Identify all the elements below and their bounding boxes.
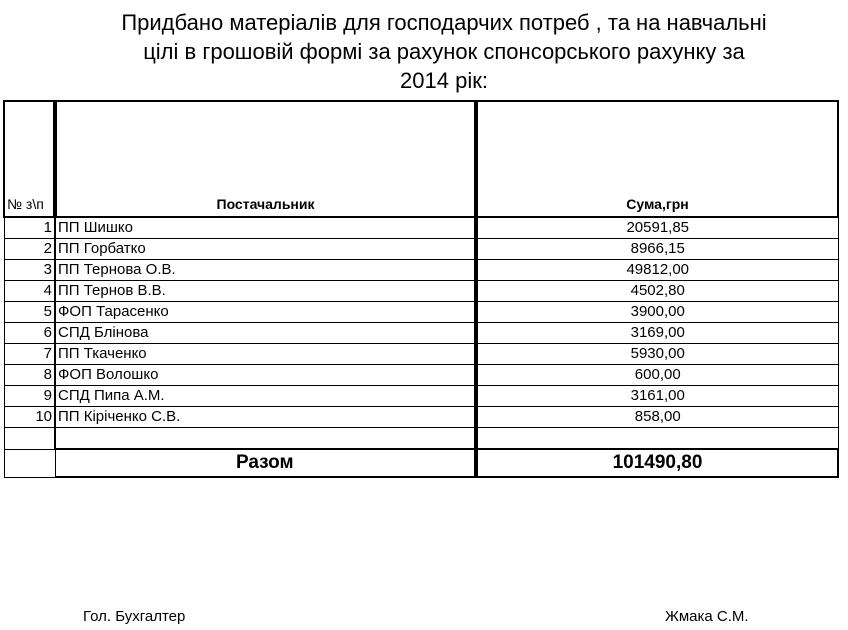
table-row <box>4 260 838 281</box>
total-row <box>4 449 838 477</box>
table-row <box>4 365 838 386</box>
row-number: 8 <box>4 365 55 386</box>
row-number: 1 <box>4 217 55 239</box>
row-supplier: ФОП Волошко <box>55 365 476 386</box>
table-row <box>4 386 838 407</box>
row-sum: 600,00 <box>476 365 838 386</box>
row-number: 10 <box>4 407 55 428</box>
header-number: № з\п <box>4 101 55 217</box>
row-sum: 858,00 <box>476 407 838 428</box>
table-header-row <box>4 101 838 217</box>
table-row <box>4 344 838 365</box>
accountant-position: Гол. Бухгалтер <box>83 608 186 625</box>
row-sum-empty <box>476 428 838 450</box>
row-sum: 3169,00 <box>476 323 838 344</box>
table-row-empty <box>4 428 838 450</box>
title-line-3: 2014 рік: <box>400 68 488 93</box>
header-supplier: Постачальник <box>55 101 476 217</box>
table-row <box>4 302 838 323</box>
suppliers-table <box>3 100 839 478</box>
row-supplier: ПП Тернов В.В. <box>55 281 476 302</box>
row-number: 5 <box>4 302 55 323</box>
total-value: 101490,80 <box>476 449 838 477</box>
row-sum: 5930,00 <box>476 344 838 365</box>
row-supplier: ПП Шишко <box>55 217 476 239</box>
row-sum: 3900,00 <box>476 302 838 323</box>
table-row <box>4 407 838 428</box>
row-sum: 3161,00 <box>476 386 838 407</box>
row-sum: 49812,00 <box>476 260 838 281</box>
document-title <box>40 8 848 95</box>
row-sum: 20591,85 <box>476 217 838 239</box>
row-number: 7 <box>4 344 55 365</box>
row-supplier: ФОП Тарасенко <box>55 302 476 323</box>
row-supplier: ПП Ткаченко <box>55 344 476 365</box>
row-sum: 8966,15 <box>476 239 838 260</box>
total-label: Разом <box>55 449 476 477</box>
row-supplier: ПП Кіріченко С.В. <box>55 407 476 428</box>
table-row <box>4 323 838 344</box>
row-number: 6 <box>4 323 55 344</box>
row-supplier: СПД Пипа А.М. <box>55 386 476 407</box>
row-supplier: СПД Блінова <box>55 323 476 344</box>
row-supplier: ПП Горбатко <box>55 239 476 260</box>
title-line-1: Придбано матеріалів для господарчих потреб , та на навчальні <box>121 10 767 35</box>
row-supplier-empty <box>55 428 476 450</box>
row-number: 3 <box>4 260 55 281</box>
title-line-2: цілі в грошовій формі за рахунок спонсорського рахунку за <box>143 39 745 64</box>
header-sum: Сума,грн <box>476 101 838 217</box>
table-row <box>4 281 838 302</box>
row-number: 2 <box>4 239 55 260</box>
row-sum: 4502,80 <box>476 281 838 302</box>
row-number-empty <box>4 428 55 450</box>
table-row <box>4 239 838 260</box>
total-number-cell <box>4 449 55 477</box>
row-number: 4 <box>4 281 55 302</box>
table-row <box>4 217 838 239</box>
row-supplier: ПП Тернова О.В. <box>55 260 476 281</box>
row-number: 9 <box>4 386 55 407</box>
accountant-name: Жмака С.М. <box>665 608 749 625</box>
